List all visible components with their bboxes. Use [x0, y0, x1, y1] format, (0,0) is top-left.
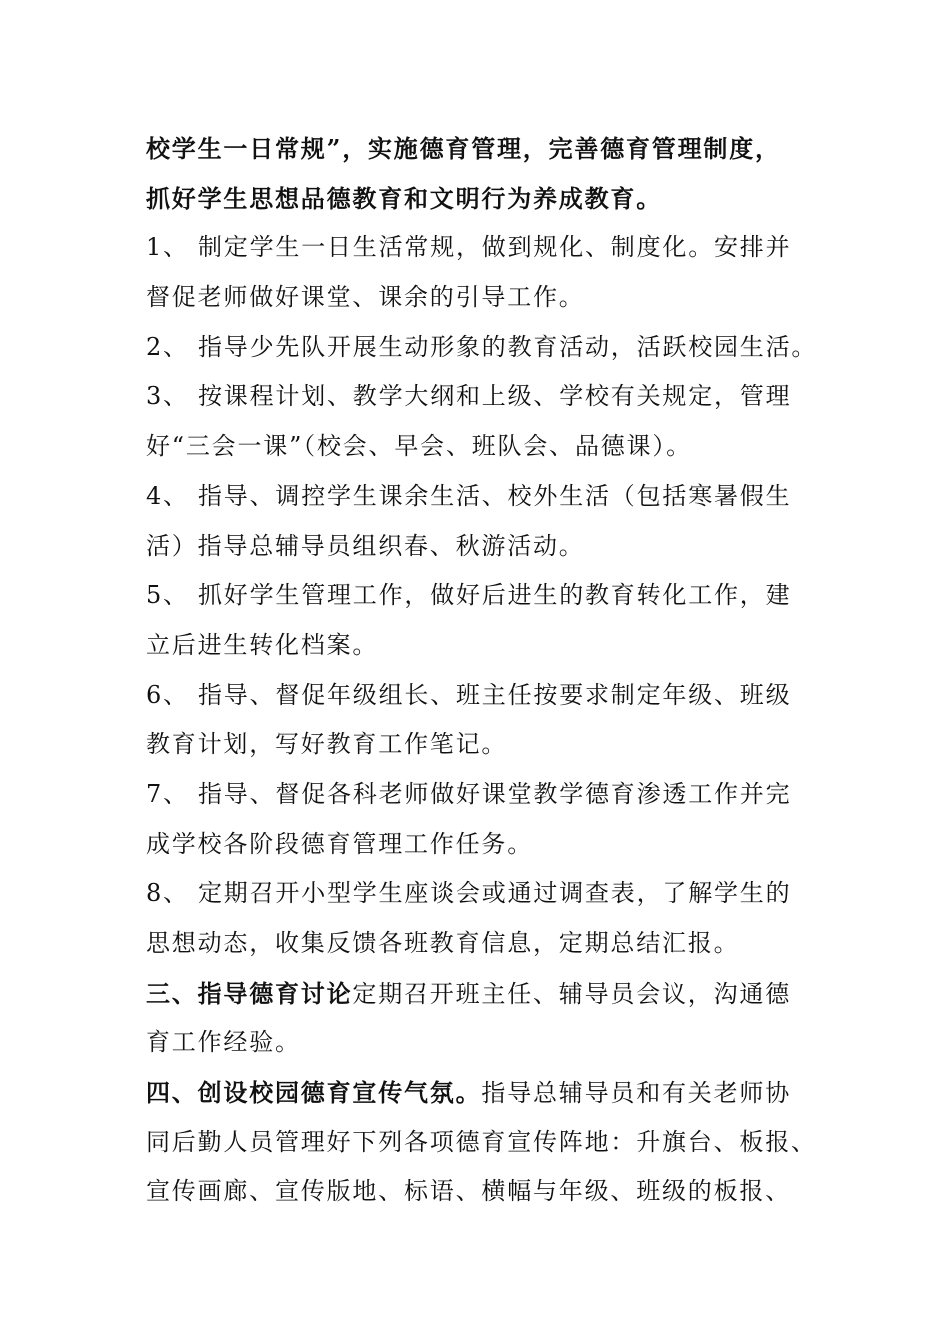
list-item-5 — [146, 571, 826, 621]
list-item-6-cont: 教育计划，写好教育工作笔记。 — [146, 730, 508, 759]
list-item-4 — [146, 472, 826, 522]
intro-line-2: 抓好学生思想品德教育和文明行为养成教育。 — [146, 183, 662, 213]
list-item-7 — [146, 770, 826, 820]
section-4 — [146, 1068, 826, 1118]
section-4-heading: 四、创设校园德育宣传气氛。 — [146, 1078, 482, 1108]
item-text: 定期召开小型学生座谈会或通过调查表，了解学生的 — [198, 879, 792, 908]
item-text: 制定学生一日生活常规，做到规化、制度化。安排并 — [198, 233, 792, 262]
item-number: 1、 — [146, 233, 189, 262]
item-text: 指导少先队开展生动形象的教育活动，活跃校园生活。 — [198, 332, 818, 361]
list-item-3 — [146, 372, 826, 422]
section-3-text: 定期召开班主任、辅导员会议，沟通德 — [352, 979, 792, 1008]
list-item-8-cont: 思想动态，收集反馈各班教育信息，定期总结汇报。 — [146, 929, 740, 957]
list-item-2 — [146, 323, 826, 373]
item-number: 4、 — [146, 481, 189, 510]
list-item-7-cont: 成学校各阶段德育管理工作任务。 — [146, 829, 533, 858]
list-item-8 — [146, 869, 826, 919]
list-item-3-cont: 好“三会一课”（校会、早会、班队会、品德课）。 — [146, 432, 692, 461]
document-body — [146, 124, 826, 1217]
list-item-1 — [146, 223, 826, 273]
item-number: 8、 — [146, 879, 189, 908]
item-number: 2、 — [146, 332, 189, 361]
item-number: 7、 — [146, 779, 189, 808]
section-4-cont-1: 同后勤人员管理好下列各项德育宣传阵地：升旗台、板报、 — [146, 1127, 817, 1156]
item-number: 3、 — [146, 382, 189, 411]
item-text: 抓好学生管理工作，做好后进生的教育转化工作，建 — [198, 581, 792, 610]
item-text: 指导、督促各科老师做好课堂教学德育渗透工作并完 — [198, 779, 792, 808]
item-text: 按课程计划、教学大纲和上级、学校有关规定，管理 — [198, 382, 792, 411]
list-item-1-cont: 督促老师做好课堂、课余的引导工作。 — [146, 283, 585, 312]
section-3-heading: 三、指导德育讨论 — [146, 978, 353, 1008]
list-item-6 — [146, 671, 826, 721]
intro-line-1: 校学生一日常规”，实施德育管理，完善德育管理制度， — [146, 134, 781, 163]
section-4-text: 指导总辅导员和有关老师协 — [481, 1079, 792, 1108]
item-number: 6、 — [146, 680, 189, 709]
section-3 — [146, 969, 826, 1019]
list-item-4-cont: 活）指导总辅导员组织春、秋游活动。 — [146, 531, 585, 560]
section-3-cont: 育工作经验。 — [146, 1028, 301, 1057]
section-4-cont-2: 宣传画廊、宣传版地、标语、横幅与年级、班级的板报、 — [146, 1177, 791, 1206]
item-text: 指导、督促年级组长、班主任按要求制定年级、班级 — [198, 680, 792, 709]
list-item-5-cont: 立后进生转化档案。 — [146, 630, 379, 659]
item-number: 5、 — [146, 581, 189, 610]
item-text: 指导、调控学生课余生活、校外生活（包括寒暑假生 — [198, 481, 792, 510]
